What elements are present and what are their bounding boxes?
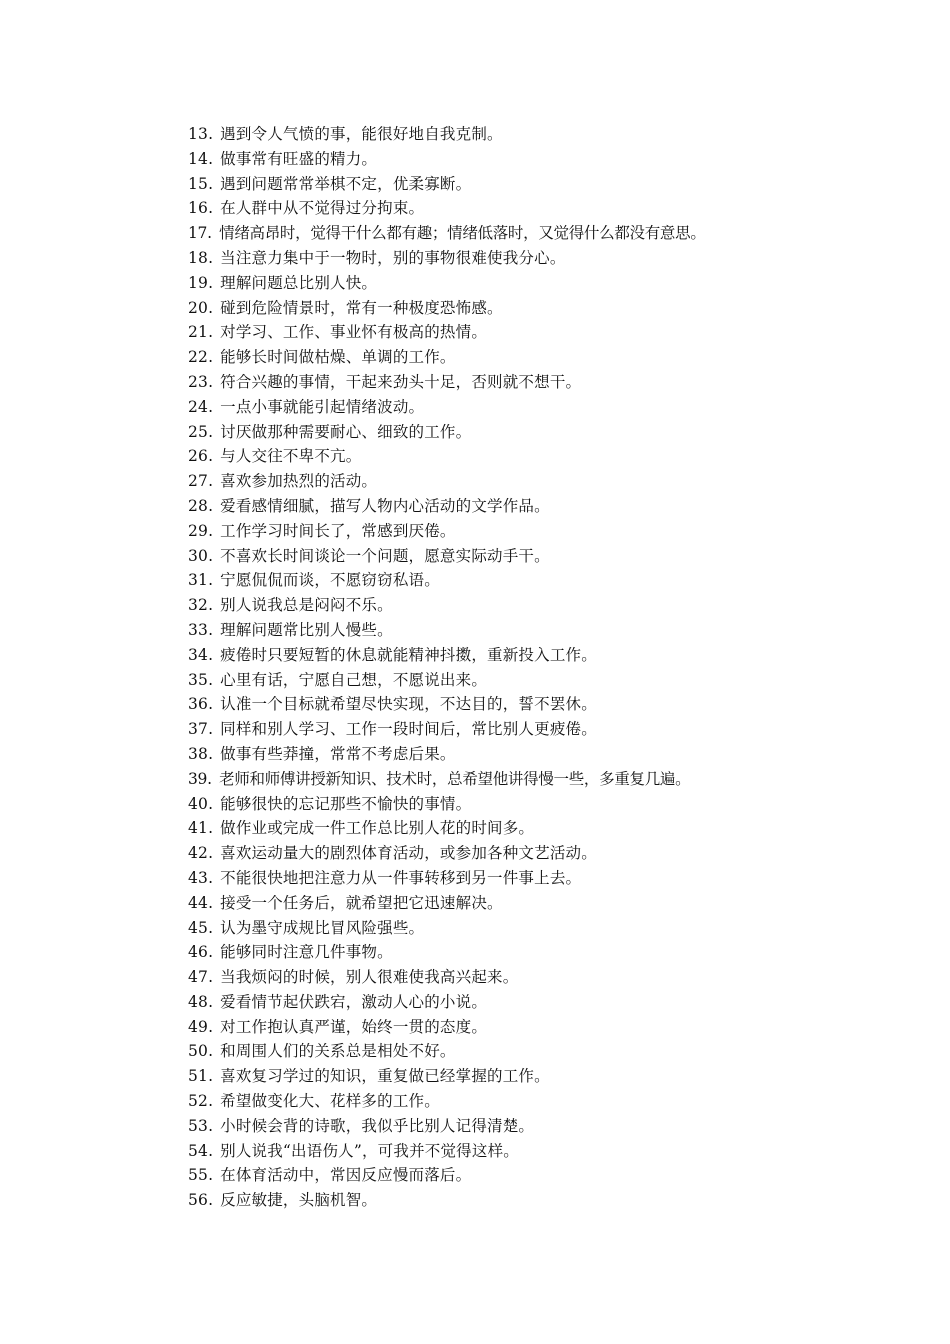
- question-number: 36: [188, 695, 209, 714]
- question-number-separator: .: [208, 1067, 214, 1086]
- question-item: [188, 271, 888, 296]
- question-number: 45: [188, 918, 209, 937]
- question-text: 一点小事就能引起情绪波动。: [220, 397, 425, 416]
- question-number-separator: .: [208, 298, 214, 317]
- question-text: 希望做变化大、花样多的工作。: [220, 1092, 440, 1111]
- question-item: [188, 469, 888, 494]
- question-number: 55: [188, 1166, 209, 1185]
- question-text: 喜欢参加热烈的活动。: [220, 472, 378, 491]
- question-number: 52: [188, 1092, 209, 1111]
- question-item: [188, 891, 888, 916]
- question-number: 49: [188, 1017, 209, 1036]
- question-number: 22: [188, 348, 209, 367]
- question-text: 不喜欢长时间谈论一个问题，愿意实际动手干。: [220, 546, 550, 565]
- question-number-separator: .: [208, 868, 214, 887]
- question-number-separator: .: [208, 1141, 214, 1160]
- question-text: 爱看感情细腻，描写人物内心活动的文学作品。: [220, 496, 550, 515]
- question-item: [188, 668, 888, 693]
- question-text: 认准一个目标就希望尽快实现，不达目的，誓不罢休。: [220, 695, 597, 714]
- question-item: [188, 841, 888, 866]
- question-item: [188, 444, 888, 469]
- question-number: 47: [188, 968, 209, 987]
- question-text: 做作业或完成一件工作总比别人花的时间多。: [220, 819, 535, 838]
- question-item: [188, 544, 888, 569]
- question-text: 对学习、工作、事业怀有极高的热情。: [220, 323, 488, 342]
- question-number: 24: [188, 397, 209, 416]
- question-item: [188, 395, 888, 420]
- question-item: [188, 1139, 888, 1164]
- question-number: 21: [188, 323, 209, 342]
- question-number-separator: .: [208, 521, 214, 540]
- question-number-separator: .: [208, 720, 214, 739]
- question-item: [188, 866, 888, 891]
- question-item: [188, 792, 888, 817]
- question-number-separator: .: [208, 1042, 214, 1061]
- question-item: [188, 990, 888, 1015]
- question-item: [188, 618, 888, 643]
- question-number-separator: .: [208, 670, 214, 689]
- question-text: 认为墨守成规比冒风险强些。: [220, 918, 425, 937]
- question-text: 爱看情节起伏跌宕，激动人心的小说。: [220, 992, 488, 1011]
- question-number-separator: .: [208, 844, 214, 863]
- question-number-separator: .: [208, 1116, 214, 1135]
- question-number: 53: [188, 1116, 209, 1135]
- question-item: [188, 172, 888, 197]
- question-number-separator: .: [208, 546, 214, 565]
- question-number-separator: .: [208, 819, 214, 838]
- question-number-separator: .: [208, 125, 214, 143]
- question-item: [188, 1015, 888, 1040]
- question-text: 心里有话，宁愿自己想，不愿说出来。: [220, 670, 488, 689]
- question-item: [188, 1188, 888, 1213]
- question-number-separator: .: [208, 695, 214, 714]
- question-number: 48: [188, 992, 209, 1011]
- question-item: [188, 816, 888, 841]
- question-item: [188, 742, 888, 767]
- question-item: [188, 916, 888, 941]
- question-text: 情绪高昂时，觉得干什么都有趣；情绪低落时，又觉得什么都没有意思。: [219, 224, 706, 243]
- question-text: 做事常有旺盛的精力。: [220, 149, 378, 168]
- question-text: 能够长时间做枯燥、单调的工作。: [220, 348, 456, 367]
- question-number-separator: .: [208, 149, 214, 168]
- question-number-separator: .: [207, 224, 212, 243]
- question-text: 宁愿侃侃而谈，不愿窃窃私语。: [220, 571, 440, 590]
- question-number-separator: .: [208, 1017, 214, 1036]
- question-item: [188, 320, 888, 345]
- question-number: 46: [188, 943, 209, 962]
- question-text: 符合兴趣的事情，干起来劲头十足，否则就不想干。: [220, 372, 582, 391]
- question-item: [188, 692, 888, 717]
- question-number: 30: [188, 546, 209, 565]
- question-item: [188, 196, 888, 221]
- question-text: 对工作抱认真严谨，始终一贯的态度。: [220, 1017, 488, 1036]
- question-number-separator: .: [208, 348, 214, 367]
- question-text: 小时候会背的诗歌，我似乎比别人记得清楚。: [220, 1116, 535, 1135]
- question-number: 32: [188, 596, 209, 615]
- question-number: 43: [188, 868, 209, 887]
- question-number: 39: [188, 769, 208, 788]
- question-text: 与人交往不卑不亢。: [220, 447, 362, 466]
- question-item: [188, 965, 888, 990]
- question-number-separator: .: [208, 1092, 214, 1111]
- question-number: 35: [188, 670, 209, 689]
- question-text: 当注意力集中于一物时，别的事物很难使我分心。: [220, 248, 566, 267]
- question-text: 能够同时注意几件事物。: [220, 943, 393, 962]
- question-text: 做事有些莽撞，常常不考虑后果。: [220, 744, 456, 763]
- question-number-separator: .: [208, 943, 214, 962]
- question-number-separator: .: [207, 769, 212, 788]
- question-text: 和周围人们的关系总是相处不好。: [220, 1042, 456, 1061]
- question-number-separator: .: [208, 323, 214, 342]
- question-number: 27: [188, 472, 209, 491]
- question-number-separator: .: [208, 422, 214, 441]
- question-item: [188, 370, 888, 395]
- question-number-separator: .: [208, 968, 214, 987]
- question-number-separator: .: [208, 496, 214, 515]
- question-text: 讨厌做那种需要耐心、细致的工作。: [220, 422, 472, 441]
- question-item: [188, 345, 888, 370]
- question-item: [188, 494, 888, 519]
- question-item: [188, 1163, 888, 1188]
- question-number-separator: .: [208, 596, 214, 615]
- question-number-separator: .: [208, 744, 214, 763]
- question-number: 31: [188, 571, 209, 590]
- question-number: 13: [188, 125, 209, 143]
- question-number-separator: .: [208, 893, 214, 912]
- question-number: 37: [188, 720, 209, 739]
- question-text: 别人说我总是闷闷不乐。: [220, 596, 393, 615]
- question-item: [188, 296, 888, 321]
- question-number-separator: .: [208, 571, 214, 590]
- question-number: 17: [188, 224, 208, 243]
- question-text: 在体育活动中，常因反应慢而落后。: [220, 1166, 472, 1185]
- question-number-separator: .: [208, 248, 214, 267]
- question-item: [188, 420, 888, 445]
- question-text: 工作学习时间长了，常感到厌倦。: [220, 521, 456, 540]
- question-number: 50: [188, 1042, 209, 1061]
- question-number-separator: .: [208, 794, 214, 813]
- question-number-separator: .: [208, 1191, 214, 1210]
- question-number: 19: [188, 273, 209, 292]
- question-item: [188, 767, 888, 792]
- question-number: 38: [188, 744, 209, 763]
- question-number-separator: .: [208, 372, 214, 391]
- question-item: [188, 1039, 888, 1064]
- question-text: 在人群中从不觉得过分拘束。: [220, 199, 425, 218]
- question-text: 碰到危险情景时，常有一种极度恐怖感。: [220, 298, 503, 317]
- question-text: 理解问题常比别人慢些。: [220, 620, 393, 639]
- question-item: [188, 122, 888, 147]
- question-text: 接受一个任务后，就希望把它迅速解决。: [220, 893, 503, 912]
- question-item: [188, 717, 888, 742]
- question-number: 26: [188, 447, 209, 466]
- question-item: [188, 643, 888, 668]
- question-text: 当我烦闷的时候，别人很难使我高兴起来。: [220, 968, 519, 987]
- question-text: 喜欢运动量大的剧烈体育活动，或参加各种文艺活动。: [220, 844, 597, 863]
- question-item: [188, 940, 888, 965]
- question-item: [188, 568, 888, 593]
- question-text: 遇到令人气愤的事，能很好地自我克制。: [220, 125, 503, 143]
- question-item: [188, 1064, 888, 1089]
- question-item: [188, 593, 888, 618]
- question-item: [188, 1089, 888, 1114]
- question-number-separator: .: [208, 174, 214, 193]
- question-text: 疲倦时只要短暂的休息就能精神抖擞，重新投入工作。: [220, 645, 597, 664]
- question-text: 老师和师傅讲授新知识、技术时，总希望他讲得慢一些，多重复几遍。: [219, 769, 691, 788]
- question-item: [188, 147, 888, 172]
- question-item: [188, 1114, 888, 1139]
- question-number: 15: [188, 174, 209, 193]
- question-number: 42: [188, 844, 209, 863]
- question-item: [188, 519, 888, 544]
- question-number: 20: [188, 298, 209, 317]
- question-text: 不能很快地把注意力从一件事转移到另一件事上去。: [220, 868, 582, 887]
- question-number: 34: [188, 645, 209, 664]
- question-number-separator: .: [208, 397, 214, 416]
- question-number-separator: .: [208, 918, 214, 937]
- question-number-separator: .: [208, 645, 214, 664]
- question-number-separator: .: [208, 992, 214, 1011]
- question-number: 25: [188, 422, 209, 441]
- question-number-separator: .: [208, 472, 214, 491]
- question-number: 41: [188, 819, 209, 838]
- question-number: 51: [188, 1067, 209, 1086]
- question-text: 遇到问题常常举棋不定，优柔寡断。: [220, 174, 472, 193]
- question-text: 理解问题总比别人快。: [220, 273, 378, 292]
- question-number-separator: .: [208, 447, 214, 466]
- question-item: [188, 246, 888, 271]
- question-item: [188, 221, 888, 246]
- question-number: 33: [188, 620, 209, 639]
- question-text: 能够很快的忘记那些不愉快的事情。: [220, 794, 472, 813]
- question-number: 23: [188, 372, 209, 391]
- question-text: 别人说我“出语伤人”，可我并不觉得这样。: [220, 1141, 519, 1160]
- question-number: 14: [188, 149, 209, 168]
- question-text: 喜欢复习学过的知识，重复做已经掌握的工作。: [220, 1067, 550, 1086]
- question-number: 56: [188, 1191, 209, 1210]
- question-list: [188, 122, 888, 1213]
- question-number: 18: [188, 248, 209, 267]
- question-number: 29: [188, 521, 209, 540]
- question-number: 54: [188, 1141, 209, 1160]
- question-number: 40: [188, 794, 209, 813]
- question-number: 28: [188, 496, 209, 515]
- question-text: 反应敏捷，头脑机智。: [220, 1191, 378, 1210]
- question-number-separator: .: [208, 1166, 214, 1185]
- question-number-separator: .: [208, 199, 214, 218]
- question-number-separator: .: [208, 620, 214, 639]
- question-text: 同样和别人学习、工作一段时间后，常比别人更疲倦。: [220, 720, 597, 739]
- question-number-separator: .: [208, 273, 214, 292]
- question-number: 16: [188, 199, 209, 218]
- question-number: 44: [188, 893, 209, 912]
